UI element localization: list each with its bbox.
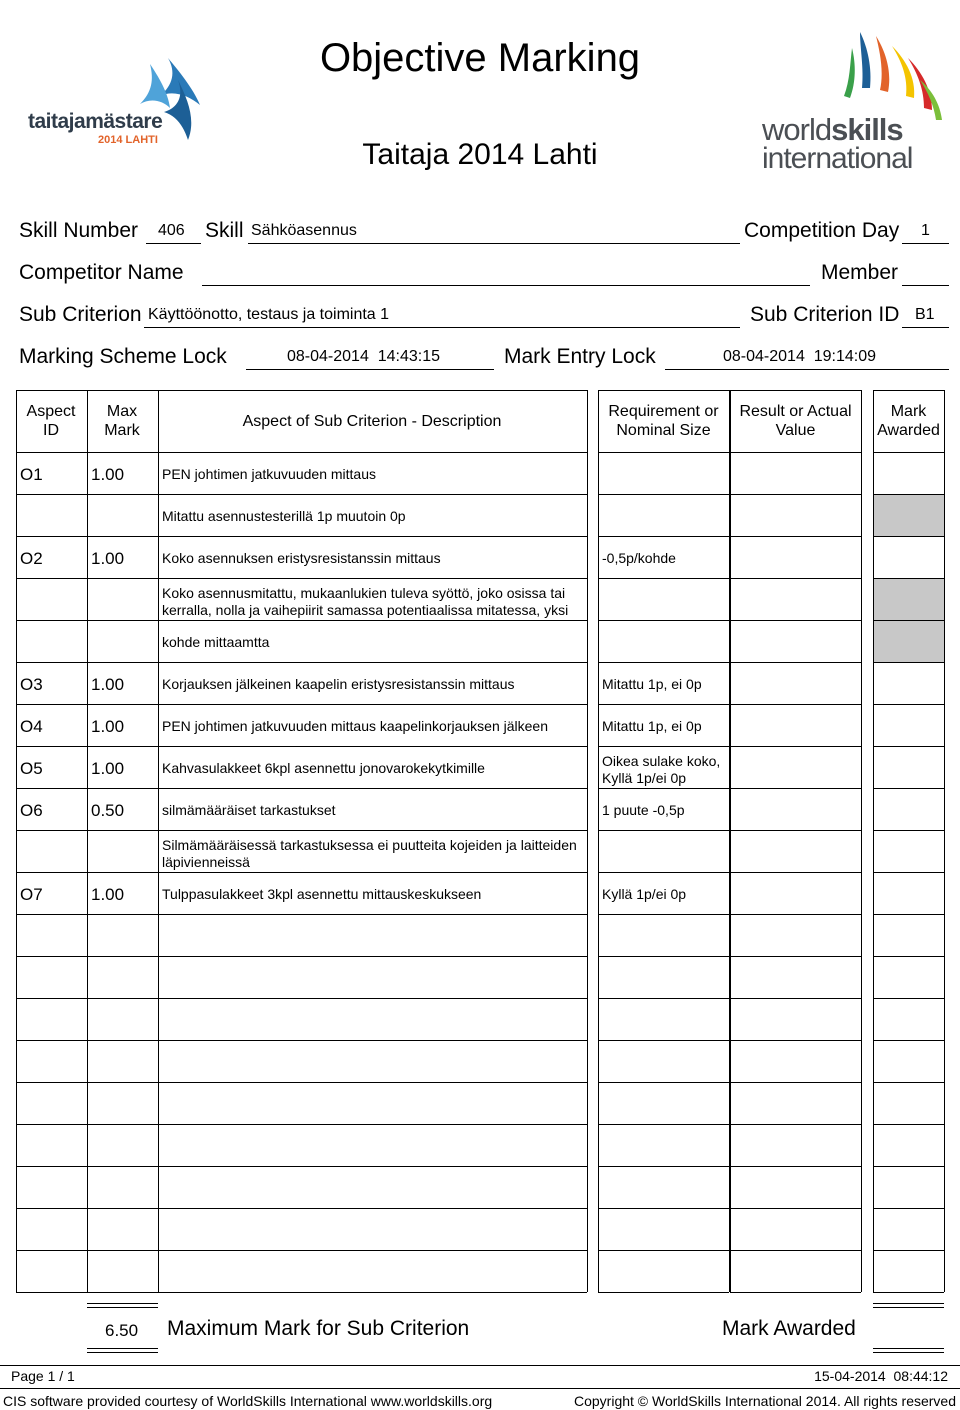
- col-header-description: Aspect of Sub Criterion - Description: [242, 413, 502, 430]
- competitor-name-label: Competitor Name: [19, 261, 184, 284]
- max-mark-cell: 0.50: [91, 801, 125, 820]
- table-row: [16, 1082, 944, 1124]
- table-row: [16, 1250, 944, 1292]
- table-row: [16, 1040, 944, 1082]
- col-header-max-mark-line1: Max: [106, 403, 138, 420]
- description-cell: Korjauksen jälkeinen kaapelin eristysresistanssin mittaus: [162, 676, 515, 692]
- max-total-rule-bottom: [87, 1348, 158, 1353]
- col-header-max-mark-line2: Mark: [104, 422, 140, 439]
- col-header-max-mark: [87, 402, 157, 440]
- max-mark-cell: 1.00: [91, 885, 125, 904]
- max-mark-cell: 1.00: [91, 717, 125, 736]
- mark-awarded-input-cell[interactable]: [873, 998, 944, 1040]
- max-total-rule-top: [87, 1303, 158, 1308]
- footer-copyright: Copyright © WorldSkills International 2014. All rights reserved: [573, 1393, 956, 1409]
- printed-timestamp: 15-04-2014 08:44:12: [814, 1368, 948, 1384]
- table-row: [16, 1208, 944, 1250]
- taitaja-logo-text: taitajamästare: [28, 110, 163, 133]
- requirement-cell: Kyllä 1p/ei 0p: [602, 886, 687, 902]
- skill-value: Sähköasennus: [251, 222, 357, 239]
- table-row-rule: [16, 1292, 587, 1293]
- mark-awarded-input-cell[interactable]: [873, 704, 944, 746]
- mark-awarded-input-cell[interactable]: [873, 1040, 944, 1082]
- result-input-cell[interactable]: [730, 830, 861, 872]
- aspect-id-cell: O4: [20, 717, 43, 736]
- result-input-cell[interactable]: [730, 1040, 861, 1082]
- max-total-label: Maximum Mark for Sub Criterion: [167, 1317, 470, 1340]
- description-cell: Tulppasulakkeet 3kpl asennettu mittauskeskukseen: [162, 886, 482, 902]
- mark-awarded-input-cell[interactable]: [873, 1124, 944, 1166]
- col-header-awarded-line2: Awarded: [877, 422, 940, 439]
- col-header-aspect-id-line2: ID: [43, 422, 59, 439]
- requirement-cell: -0,5p/kohde: [602, 550, 676, 566]
- mark-awarded-input-cell[interactable]: [873, 746, 944, 788]
- mark-awarded-total-label: Mark Awarded: [722, 1317, 856, 1340]
- result-input-cell[interactable]: [730, 1166, 861, 1208]
- table-row: [16, 788, 944, 830]
- result-input-cell[interactable]: [730, 788, 861, 830]
- table-column-rule: [944, 390, 945, 1292]
- col-header-awarded: [873, 402, 944, 440]
- col-header-result-line2: Value: [775, 422, 816, 439]
- mark-entry-lock-label: Mark Entry Lock: [504, 345, 656, 368]
- marking-scheme-lock-label: Marking Scheme Lock: [19, 345, 227, 368]
- col-header-requirement-line2: Nominal Size: [616, 422, 711, 439]
- result-input-cell[interactable]: [730, 494, 861, 536]
- requirement-cell: Mitattu 1p, ei 0p: [602, 676, 702, 692]
- max-mark-cell: 1.00: [91, 465, 125, 484]
- competition-day-value: 1: [921, 222, 930, 239]
- result-input-cell[interactable]: [730, 998, 861, 1040]
- sub-criterion-id-value: B1: [915, 306, 935, 323]
- mark-awarded-input-cell[interactable]: [873, 914, 944, 956]
- result-input-cell[interactable]: [730, 536, 861, 578]
- table-row: [16, 704, 944, 746]
- worldskills-logo-world: world: [762, 112, 832, 147]
- table-row-rule: [730, 1292, 861, 1293]
- table-row: [16, 620, 944, 662]
- table-header-rule: [16, 390, 587, 391]
- table-header-rule: [730, 390, 861, 391]
- col-header-aspect-id: [16, 402, 86, 440]
- description-cell: Silmämääräisessä tarkastuksessa ei puutteita kojeiden ja laitteiden läpivienneissä: [162, 837, 577, 870]
- table-header-rule: [873, 390, 944, 391]
- table-row: [16, 746, 944, 788]
- aspect-id-cell: O3: [20, 675, 43, 694]
- aspect-id-cell: O7: [20, 885, 43, 904]
- result-input-cell[interactable]: [730, 1208, 861, 1250]
- page-subtitle: Taitaja 2014 Lahti: [362, 138, 598, 171]
- mark-awarded-input-cell[interactable]: [873, 830, 944, 872]
- result-input-cell[interactable]: [730, 746, 861, 788]
- aspect-id-cell: O2: [20, 549, 43, 568]
- requirement-cell: Oikea sulake koko, Kyllä 1p/ei 0p: [602, 753, 721, 786]
- mark-awarded-input-cell: [873, 494, 944, 536]
- description-cell: Kahvasulakkeet 6kpl asennettu jonovarokekytkimille: [162, 760, 485, 776]
- table-row: [16, 662, 944, 704]
- result-input-cell[interactable]: [730, 452, 861, 494]
- result-input-cell[interactable]: [730, 578, 861, 620]
- description-cell: PEN johtimen jatkuvuuden mittaus: [162, 466, 376, 482]
- description-cell: Koko asennusmitattu, mukaanlukien tuleva syöttö, joko osissa tai kerralla, nolla ja vaihepiirit samassa potentiaalissa mitatessa, yksi: [162, 585, 569, 618]
- table-row: [16, 494, 944, 536]
- mark-awarded-input-cell[interactable]: [873, 452, 944, 494]
- mark-awarded-input-cell[interactable]: [873, 1208, 944, 1250]
- table-row: [16, 956, 944, 998]
- footer-rule-bottom: [0, 1388, 960, 1389]
- mark-awarded-rule-top: [873, 1303, 944, 1308]
- skill-number-value: 406: [158, 222, 185, 239]
- worldskills-logo-skills: skills: [831, 112, 903, 147]
- sub-criterion-label: Sub Criterion: [19, 303, 142, 326]
- description-cell: silmämääräiset tarkastukset: [162, 802, 336, 818]
- col-header-awarded-line1: Mark: [890, 403, 927, 420]
- taitaja-logo-subtext: 2014 LAHTI: [98, 134, 158, 146]
- aspect-id-cell: O5: [20, 759, 43, 778]
- max-mark-cell: 1.00: [91, 675, 125, 694]
- table-row-rule: [873, 1292, 944, 1293]
- mark-awarded-input-cell[interactable]: [873, 662, 944, 704]
- result-input-cell[interactable]: [730, 662, 861, 704]
- competition-day-label: Competition Day: [744, 219, 900, 242]
- mark-awarded-input-cell: [873, 620, 944, 662]
- result-input-cell[interactable]: [730, 872, 861, 914]
- table-header-rule: [598, 390, 729, 391]
- result-input-cell[interactable]: [730, 704, 861, 746]
- worldskills-logo-line2: international: [762, 142, 913, 175]
- mark-awarded-rule-bottom: [873, 1348, 944, 1353]
- col-header-requirement: [598, 402, 729, 440]
- mark-awarded-input-cell[interactable]: [873, 1082, 944, 1124]
- max-mark-cell: 1.00: [91, 759, 125, 778]
- footer-rule-top: [0, 1365, 960, 1366]
- mark-awarded-input-cell[interactable]: [873, 872, 944, 914]
- result-input-cell[interactable]: [730, 1124, 861, 1166]
- result-input-cell[interactable]: [730, 914, 861, 956]
- result-input-cell[interactable]: [730, 620, 861, 662]
- table-row: [16, 914, 944, 956]
- col-header-requirement-line1: Requirement or: [608, 403, 719, 420]
- table-row: [16, 1124, 944, 1166]
- sub-criterion-value: Käyttöönotto, testaus ja toiminta 1: [148, 306, 390, 323]
- mark-awarded-input-cell[interactable]: [873, 1250, 944, 1292]
- table-row: [16, 1166, 944, 1208]
- table-row: [16, 536, 944, 578]
- table-row: [16, 998, 944, 1040]
- mark-entry-lock-value: 08-04-2014 19:14:09: [723, 348, 877, 365]
- col-header-aspect-id-line1: Aspect: [26, 403, 76, 420]
- max-total-value: 6.50: [105, 1321, 139, 1340]
- mark-awarded-input-cell[interactable]: [873, 536, 944, 578]
- aspect-id-cell: O1: [20, 465, 43, 484]
- description-cell: Koko asennuksen eristysresistanssin mittaus: [162, 550, 441, 566]
- result-input-cell[interactable]: [730, 1250, 861, 1292]
- mark-awarded-input-cell[interactable]: [873, 1166, 944, 1208]
- mark-awarded-input-cell[interactable]: [873, 788, 944, 830]
- member-label: Member: [821, 261, 899, 284]
- skill-number-label: Skill Number: [19, 219, 139, 242]
- result-input-cell[interactable]: [730, 956, 861, 998]
- footer-courtesy: CIS software provided courtesy of WorldSkills International www.worldskills.org: [3, 1393, 493, 1409]
- requirement-cell: 1 puute -0,5p: [602, 802, 685, 818]
- col-header-result-line1: Result or Actual: [739, 403, 852, 420]
- page-number: Page 1 / 1: [11, 1368, 75, 1384]
- table-row-rule: [598, 1292, 729, 1293]
- table-row: [16, 872, 944, 914]
- sub-criterion-id-label: Sub Criterion ID: [750, 303, 900, 326]
- aspect-id-cell: O6: [20, 801, 43, 820]
- skill-label: Skill: [205, 219, 244, 242]
- mark-awarded-input-cell[interactable]: [873, 956, 944, 998]
- table-row: [16, 830, 944, 872]
- description-cell: Mitattu asennustesterillä 1p muutoin 0p: [162, 508, 406, 524]
- table-row: [16, 452, 944, 494]
- description-cell: PEN johtimen jatkuvuuden mittaus kaapelinkorjauksen jälkeen: [162, 718, 548, 734]
- result-input-cell[interactable]: [730, 1082, 861, 1124]
- mark-awarded-input-cell: [873, 578, 944, 620]
- marking-scheme-lock-value: 08-04-2014 14:43:15: [287, 348, 441, 365]
- requirement-cell: Mitattu 1p, ei 0p: [602, 718, 702, 734]
- description-cell: kohde mittaamtta: [162, 634, 270, 650]
- max-mark-cell: 1.00: [91, 549, 125, 568]
- table-row: [16, 578, 944, 620]
- col-header-result: [730, 402, 861, 440]
- page-title: Objective Marking: [319, 36, 641, 80]
